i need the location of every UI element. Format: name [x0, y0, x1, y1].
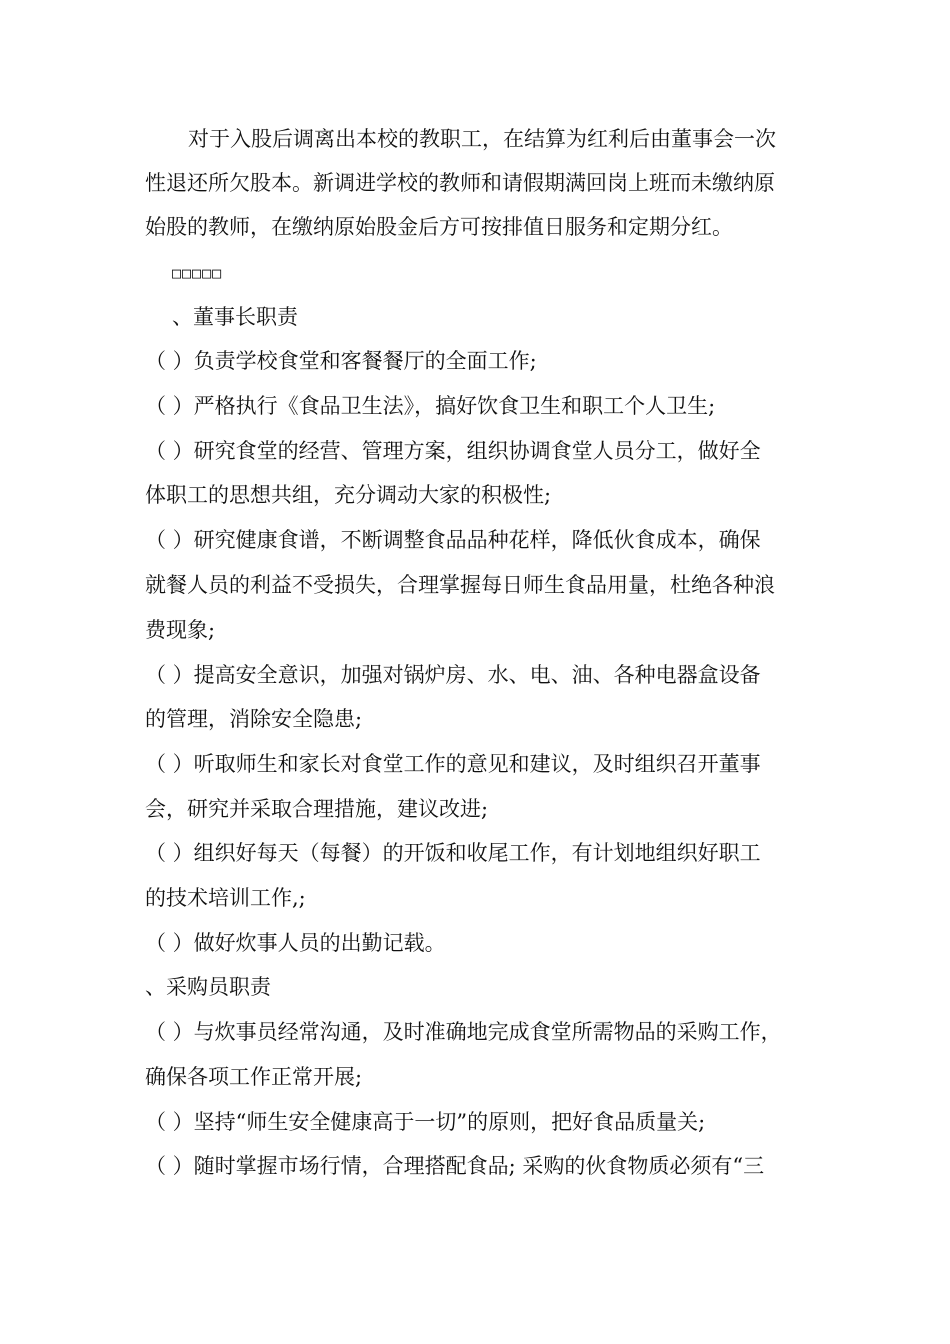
list-item-continuation: 的管理，消除安全隐患; — [145, 707, 363, 731]
list-item: （ ）提高安全意识，加强对锅炉房、水、电、油、各种电器盒设备 — [145, 663, 761, 687]
list-item: （ ）听取师生和家长对食堂工作的意见和建议，及时组织召开董事 — [145, 752, 761, 776]
section-heading: 、董事长职责 — [172, 305, 298, 329]
list-item-continuation: 费现象; — [145, 618, 216, 642]
section-heading: 、采购员职责 — [145, 975, 271, 999]
paragraph-line: 始股的教师，在缴纳原始股金后方可按排值日服务和定期分红。 — [145, 215, 733, 239]
list-item-continuation: 体职工的思想共组，充分调动大家的积极性; — [145, 483, 552, 507]
list-item: （ ）研究食堂的经营、管理方案，组织协调食堂人员分工，做好全 — [145, 439, 761, 463]
list-item-continuation: 确保各项工作正常开展; — [145, 1065, 363, 1089]
list-item: （ ）负责学校食堂和客餐餐厅的全面工作; — [145, 349, 537, 373]
list-item: （ ）研究健康食谱，不断调整食品品种花样，降低伙食成本，确保 — [145, 528, 761, 552]
list-item: （ ）与炊事员经常沟通，及时准确地完成食堂所需物品的采购工作， — [145, 1020, 782, 1044]
paragraph-line: 性退还所欠股本。新调进学校的教师和请假期满回岗上班而未缴纳原 — [145, 171, 775, 195]
paragraph-line: 对于入股后调离出本校的教职工，在结算为红利后由董事会一次 — [188, 127, 776, 151]
list-item: （ ）做好炊事人员的出勤记载。 — [145, 931, 446, 955]
section-heading: □□□□□ — [172, 264, 223, 282]
list-item: （ ）组织好每天（每餐）的开饭和收尾工作，有计划地组织好职工 — [145, 841, 761, 865]
list-item-continuation: 的技术培训工作,; — [145, 886, 306, 910]
list-item: （ ）严格执行《食品卫生法》，搞好饮食卫生和职工个人卫生; — [145, 394, 716, 418]
list-item: （ ）坚持“师生安全健康高于一切”的原则，把好食品质量关; — [145, 1110, 706, 1134]
list-item: （ ）随时掌握市场行情，合理搭配食品; 采购的伙食物质必须有“三 — [145, 1154, 765, 1178]
list-item-continuation: 会，研究并采取合理措施，建议改进; — [145, 797, 489, 821]
list-item-continuation: 就餐人员的利益不受损失，合理掌握每日师生食品用量，杜绝各种浪 — [145, 573, 775, 597]
